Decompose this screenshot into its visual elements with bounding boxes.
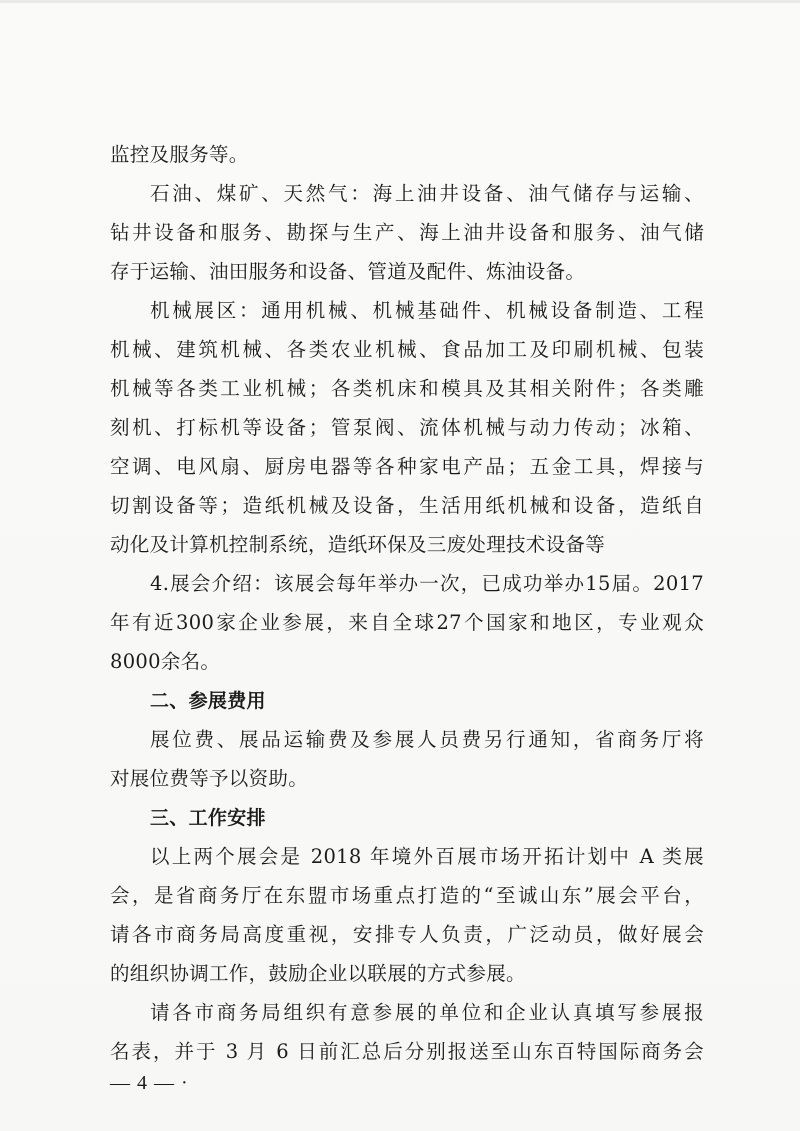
text-line: 的组织协调工作，鼓励企业以联展的方式参展。: [110, 962, 526, 985]
page-number: — 4 — ·: [110, 1072, 189, 1094]
text-line: 会，是省商务厅在东盟市场重点打造的“至诚山东”展会平台，: [110, 884, 704, 907]
text-line: 存于运输、油田服务和设备、管道及配件、炼油设备。: [110, 260, 586, 283]
section-heading: 二、参展费用: [150, 690, 266, 712]
text-line: 对展位费等予以资助。: [110, 767, 309, 790]
text-line: 请各市商务局组织有意参展的单位和企业认真填写参展报: [150, 1001, 704, 1024]
text-line: 监控及服务等。: [110, 143, 249, 166]
text-line: 名表，并于 3 月 6 日前汇总后分别报送至山东百特国际商务会: [110, 1040, 704, 1063]
text-line: 以上两个展会是 2018 年境外百展市场开拓计划中 A 类展: [150, 845, 704, 868]
text-line: 展位费、展品运输费及参展人员费另行通知，省商务厅将: [150, 728, 704, 751]
text-line: 请各市商务局高度重视，安排专人负责，广泛动员，做好展会: [110, 923, 704, 946]
text-line: 机械等各类工业机械；各类机床和模具及其相关附件；各类雕: [110, 377, 704, 400]
text-line: 钻井设备和服务、勘探与生产、海上油井设备和服务、油气储: [110, 221, 704, 244]
text-line: 8000余名。: [110, 650, 221, 673]
text-line: 年有近300家企业参展，来自全球27个国家和地区，专业观众: [110, 611, 704, 634]
text-line: 4.展会介绍：该展会每年举办一次，已成功举办15届。2017: [150, 572, 704, 595]
scan-edge: [0, 0, 800, 3]
text-line: 石油、煤矿、天然气：海上油井设备、油气储存与运输、: [150, 182, 704, 205]
text-line: 切割设备等；造纸机械及设备，生活用纸机械和设备，造纸自: [110, 494, 704, 517]
text-line: 动化及计算机控制系统，造纸环保及三废处理技术设备等: [110, 533, 606, 556]
text-line: 空调、电风扇、厨房电器等各种家电产品；五金工具，焊接与: [110, 455, 704, 478]
section-heading: 三、工作安排: [150, 807, 266, 829]
text-line: 机械、建筑机械、各类农业机械、食品加工及印刷机械、包装: [110, 338, 704, 361]
text-line: 机械展区：通用机械、机械基础件、机械设备制造、工程: [150, 299, 704, 322]
text-line: 刻机、打标机等设备；管泵阀、流体机械与动力传动；冰箱、: [110, 416, 704, 439]
